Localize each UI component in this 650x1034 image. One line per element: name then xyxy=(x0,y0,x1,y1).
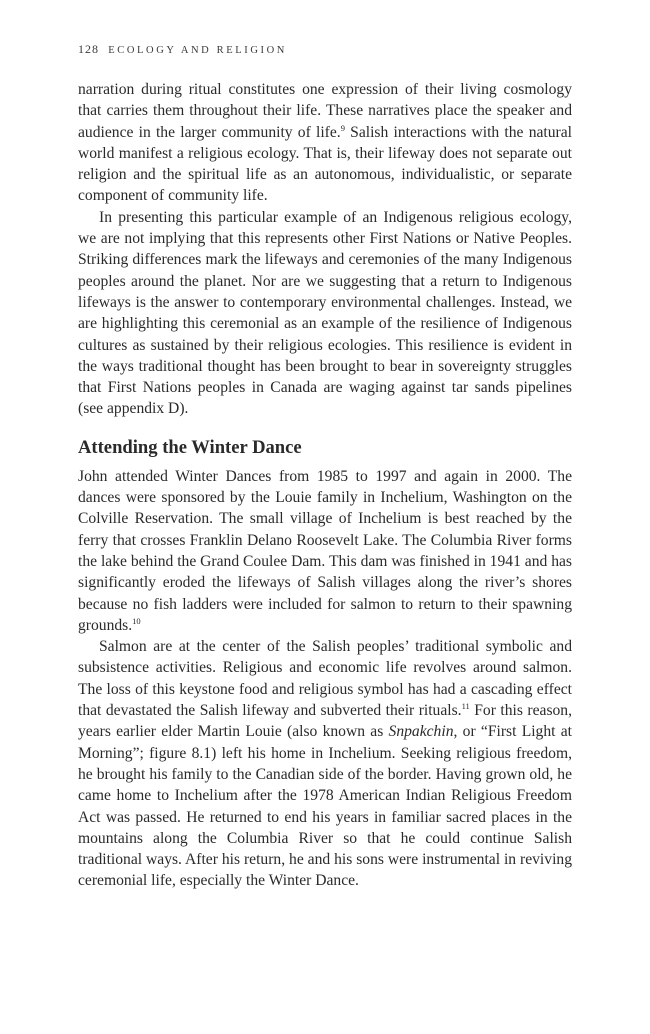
paragraph-4-text-b: For this reason, years earlier elder Martin Louie (also known as xyxy=(78,702,573,741)
paragraph-3 xyxy=(78,466,572,636)
paragraph-2 xyxy=(78,207,572,420)
section-heading: Attending the Winter Dance xyxy=(78,436,302,458)
footnote-ref-9: 9 xyxy=(340,122,345,133)
paragraph-4-text-a: Salmon are at the center of the Salish peoples’ traditional symbolic and subsistence activities. Religious and economic life revolves around salmon. The loss of this keystone food and religious symbol has had a cascading effect that devastated the Salish lifeway and subverted their rituals. xyxy=(78,638,572,720)
paragraph-1-text-a: narration during ritual constitutes one expression of their living cosmology that carries them throughout their life. These narratives place the speaker and audience in the larger community of life. xyxy=(78,81,572,141)
paragraph-4-text-c: , or “First Light at Morning”; figure 8.1) left his home in Inchelium. Seeking religious freedom, he brought his family to the Canadian side of the border. Having grown old, he came home to Inchelium after the 1978 American Indian Religious Freedom Act was passed. He returned to end his years in familiar sacred places in the mountains along the Columbia River so that he could continue Salish traditional ways. After his return, he and his sons were instrumental in reviving ceremonial life, especially the Winter Dance. xyxy=(78,723,572,890)
paragraph-1-text-b: Salish interactions with the natural world manifest a religious ecology. That is, their lifeway does not separate out religion and the spiritual life as an autonomous, individualistic, or separate component of community life. xyxy=(78,123,572,205)
footnote-ref-10: 10 xyxy=(132,615,141,626)
book-page xyxy=(78,42,572,892)
page-number: 128 xyxy=(78,42,99,56)
paragraph-4 xyxy=(78,636,572,892)
footnote-ref-11: 11 xyxy=(461,701,470,712)
running-title: ECOLOGY AND RELIGION xyxy=(108,45,287,56)
paragraph-4-italic-name: Snpakchin xyxy=(388,723,454,741)
running-head xyxy=(78,42,572,57)
paragraph-2-text: In presenting this particular example of an Indigenous religious ecology, we are not implying that this represents other First Nations or Native Peoples. Striking differences mark the lifeways and ceremonies of the many Indigenous peoples around the planet. Nor are we suggesting that a return to Indigenous lifeways is the answer to contemporary environmental challenges. Instead, we are highlighting this ceremonial as an example of the resilience of Indigenous cultures as sustained by their religious ecologies. This resilience is evident in the ways traditional thought has been brought to bear in sovereignty struggles that First Nations peoples in Canada are waging against tar sands pipelines (see appendix D). xyxy=(78,208,572,418)
paragraph-3-text: John attended Winter Dances from 1985 to 1997 and again in 2000. The dances were sponsored by the Louie family in Inchelium, Washington on the Colville Reservation. The small village of Inchelium is best reached by the ferry that crosses Franklin Delano Roosevelt Lake. The Columbia River forms the lake behind the Grand Coulee Dam. This dam was finished in 1941 and has significantly eroded the lifeways of Salish villages along the river’s shores because no fish ladders were included for salmon to return to their spawning grounds. xyxy=(78,467,572,634)
paragraph-1 xyxy=(78,79,572,207)
